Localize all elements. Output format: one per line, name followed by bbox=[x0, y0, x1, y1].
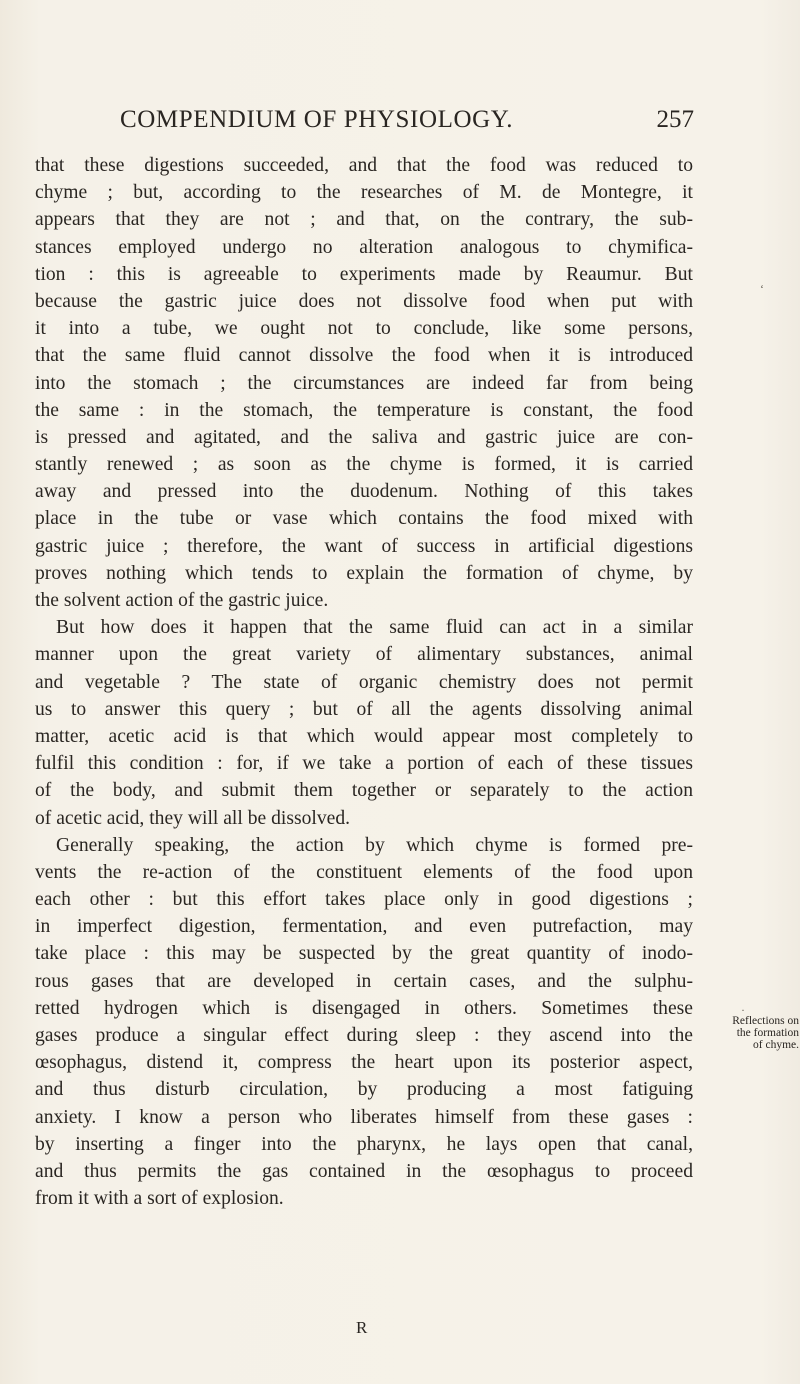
text-line: vents the re-action of the constituent elements of the food upon bbox=[35, 861, 693, 883]
text-line: manner upon the great variety of alimentary substances, animal bbox=[35, 644, 693, 666]
text-line: stances employed undergo no alteration analogous to chymifica- bbox=[35, 236, 693, 258]
text-line: is pressed and agitated, and the saliva and gastric juice are con- bbox=[35, 426, 693, 448]
running-title: COMPENDIUM OF PHYSIOLOGY. bbox=[120, 106, 514, 133]
text-line: because the gastric juice does not dissolve food when put with bbox=[35, 290, 693, 312]
text-line: the solvent action of the gastric juice. bbox=[35, 590, 329, 611]
marginal-note-line: the formation bbox=[736, 1027, 799, 1039]
text-line: chyme ; but, according to the researches of M. de Montegre, it bbox=[35, 182, 693, 204]
text-line: and vegetable ? The state of organic chemistry does not permit bbox=[35, 671, 693, 693]
text-line: and thus disturb circulation, by producing a most fatiguing bbox=[35, 1079, 693, 1101]
text-line: rous gases that are developed in certain cases, and the sulphu- bbox=[35, 970, 693, 992]
text-line: us to answer this query ; but of all the agents dissolving animal bbox=[35, 698, 693, 720]
text-line: that these digestions succeeded, and that the food was reduced to bbox=[35, 155, 693, 176]
text-line: œsophagus, distend it, compress the heart upon its posterior aspect, bbox=[35, 1052, 693, 1074]
page-number: 257 bbox=[656, 106, 694, 133]
text-line: anxiety. I know a person who liberates himself from these gases : bbox=[35, 1106, 693, 1128]
text-line: each other : but this effort takes place only in good digestions ; bbox=[35, 889, 693, 911]
text-line: tion : this is agreeable to experiments made by Reaumur. But bbox=[35, 263, 693, 285]
paragraph-start-line: Generally speaking, the action by which chyme is formed pre- bbox=[56, 834, 693, 856]
text-line: stantly renewed ; as soon as the chyme is formed, it is carried bbox=[35, 454, 693, 476]
text-line: of the body, and submit them together or separately to the action bbox=[35, 780, 693, 802]
text-line: of acetic acid, they will all be dissolved. bbox=[35, 807, 351, 829]
marginal-note-line: Reflections on bbox=[732, 1015, 799, 1027]
text-line: from it with a sort of explosion. bbox=[35, 1188, 284, 1210]
text-line: it into a tube, we ought not to conclude, like some persons, bbox=[35, 318, 693, 340]
text-line: proves nothing which tends to explain the formation of chyme, by bbox=[35, 562, 693, 584]
marginal-note bbox=[697, 1015, 799, 1051]
text-line: place in the tube or vase which contains the food mixed with bbox=[35, 508, 693, 530]
text-line: that the same fluid cannot dissolve the food when it is introduced bbox=[35, 345, 693, 367]
text-line: take place : this may be suspected by the great quantity of inodo- bbox=[35, 943, 693, 965]
signature-mark: R bbox=[356, 1318, 368, 1337]
text-line: into the stomach ; the circumstances are indeed far from being bbox=[35, 372, 693, 394]
text-line: fulfil this condition : for, if we take a portion of each of these tissues bbox=[35, 753, 693, 775]
text-line: by inserting a finger into the pharynx, he lays open that canal, bbox=[35, 1133, 693, 1155]
ink-speck-icon: · bbox=[741, 1003, 745, 1017]
text-line: in imperfect digestion, fermentation, and even putrefaction, may bbox=[35, 916, 693, 938]
marginal-note-line: of chyme. bbox=[753, 1039, 799, 1051]
body-text bbox=[35, 152, 693, 1212]
ink-speck-icon: ‘ bbox=[760, 282, 764, 296]
text-line: matter, acetic acid is that which would appear most completely to bbox=[35, 725, 693, 747]
text-line: the same : in the stomach, the temperature is constant, the food bbox=[35, 399, 693, 421]
text-line: gases produce a singular effect during sleep : they ascend into the bbox=[35, 1025, 693, 1046]
paragraph-start-line: But how does it happen that the same fluid can act in a similar bbox=[56, 617, 693, 639]
text-line: away and pressed into the duodenum. Nothing of this takes bbox=[35, 481, 693, 503]
running-head bbox=[120, 106, 694, 146]
text-line: gastric juice ; therefore, the want of success in artificial digestions bbox=[35, 535, 693, 557]
text-line: retted hydrogen which is disengaged in others. Sometimes these bbox=[35, 997, 693, 1019]
text-line: appears that they are not ; and that, on the contrary, the sub- bbox=[35, 209, 693, 231]
text-line: and thus permits the gas contained in the œsophagus to proceed bbox=[35, 1160, 693, 1182]
